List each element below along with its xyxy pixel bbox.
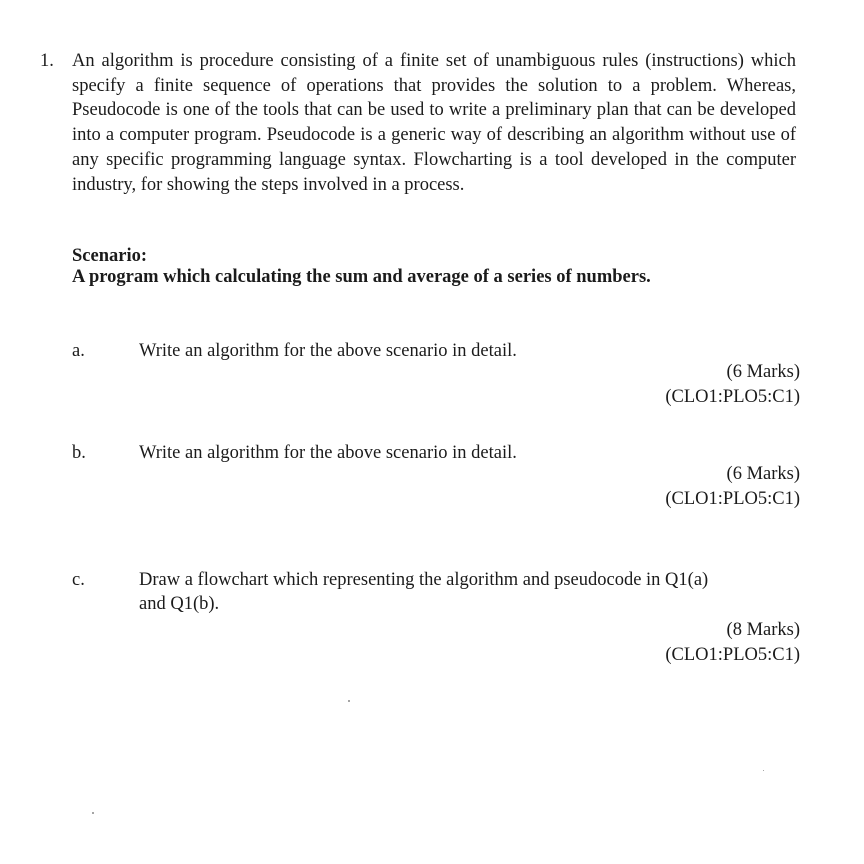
part-c-clo: (CLO1:PLO5:C1) <box>665 645 800 665</box>
part-a-marks: (6 Marks) <box>726 362 800 382</box>
scan-speck <box>763 770 764 771</box>
part-b-clo: (CLO1:PLO5:C1) <box>665 489 800 509</box>
part-b-text: Write an algorithm for the above scenario in detail. <box>139 443 517 463</box>
part-a-letter: a. <box>72 341 85 361</box>
part-a-clo: (CLO1:PLO5:C1) <box>665 387 800 407</box>
part-b-marks: (6 Marks) <box>726 464 800 484</box>
scenario-description: A program which calculating the sum and average of a series of numbers. <box>72 267 651 287</box>
part-a-text: Write an algorithm for the above scenario in detail. <box>139 341 517 361</box>
part-b-letter: b. <box>72 443 86 463</box>
scan-speck <box>92 812 94 814</box>
scan-speck <box>348 700 350 702</box>
scenario-label: Scenario: <box>72 246 148 266</box>
part-c-text: Draw a flowchart which representing the algorithm and pseudocode in Q1(a) and Q1(b). <box>139 570 709 614</box>
part-c-letter: c. <box>72 570 85 590</box>
question-number: 1. <box>40 51 54 71</box>
part-c-marks: (8 Marks) <box>726 620 800 640</box>
question-intro-paragraph: An algorithm is procedure consisting of a finite set of unambiguous rules (instructions) which specify a finite sequence of operations that provides the solution to a problem. Whereas, Pseudocode is one of the tools that can be used to write a preliminary plan that can be developed into a computer program. Pseudocode is a generic way of describing an algorithm without use of any specific programming language syntax. Flowcharting is a tool developed in the computer industry, for showing the steps involved in a process. <box>72 51 796 195</box>
